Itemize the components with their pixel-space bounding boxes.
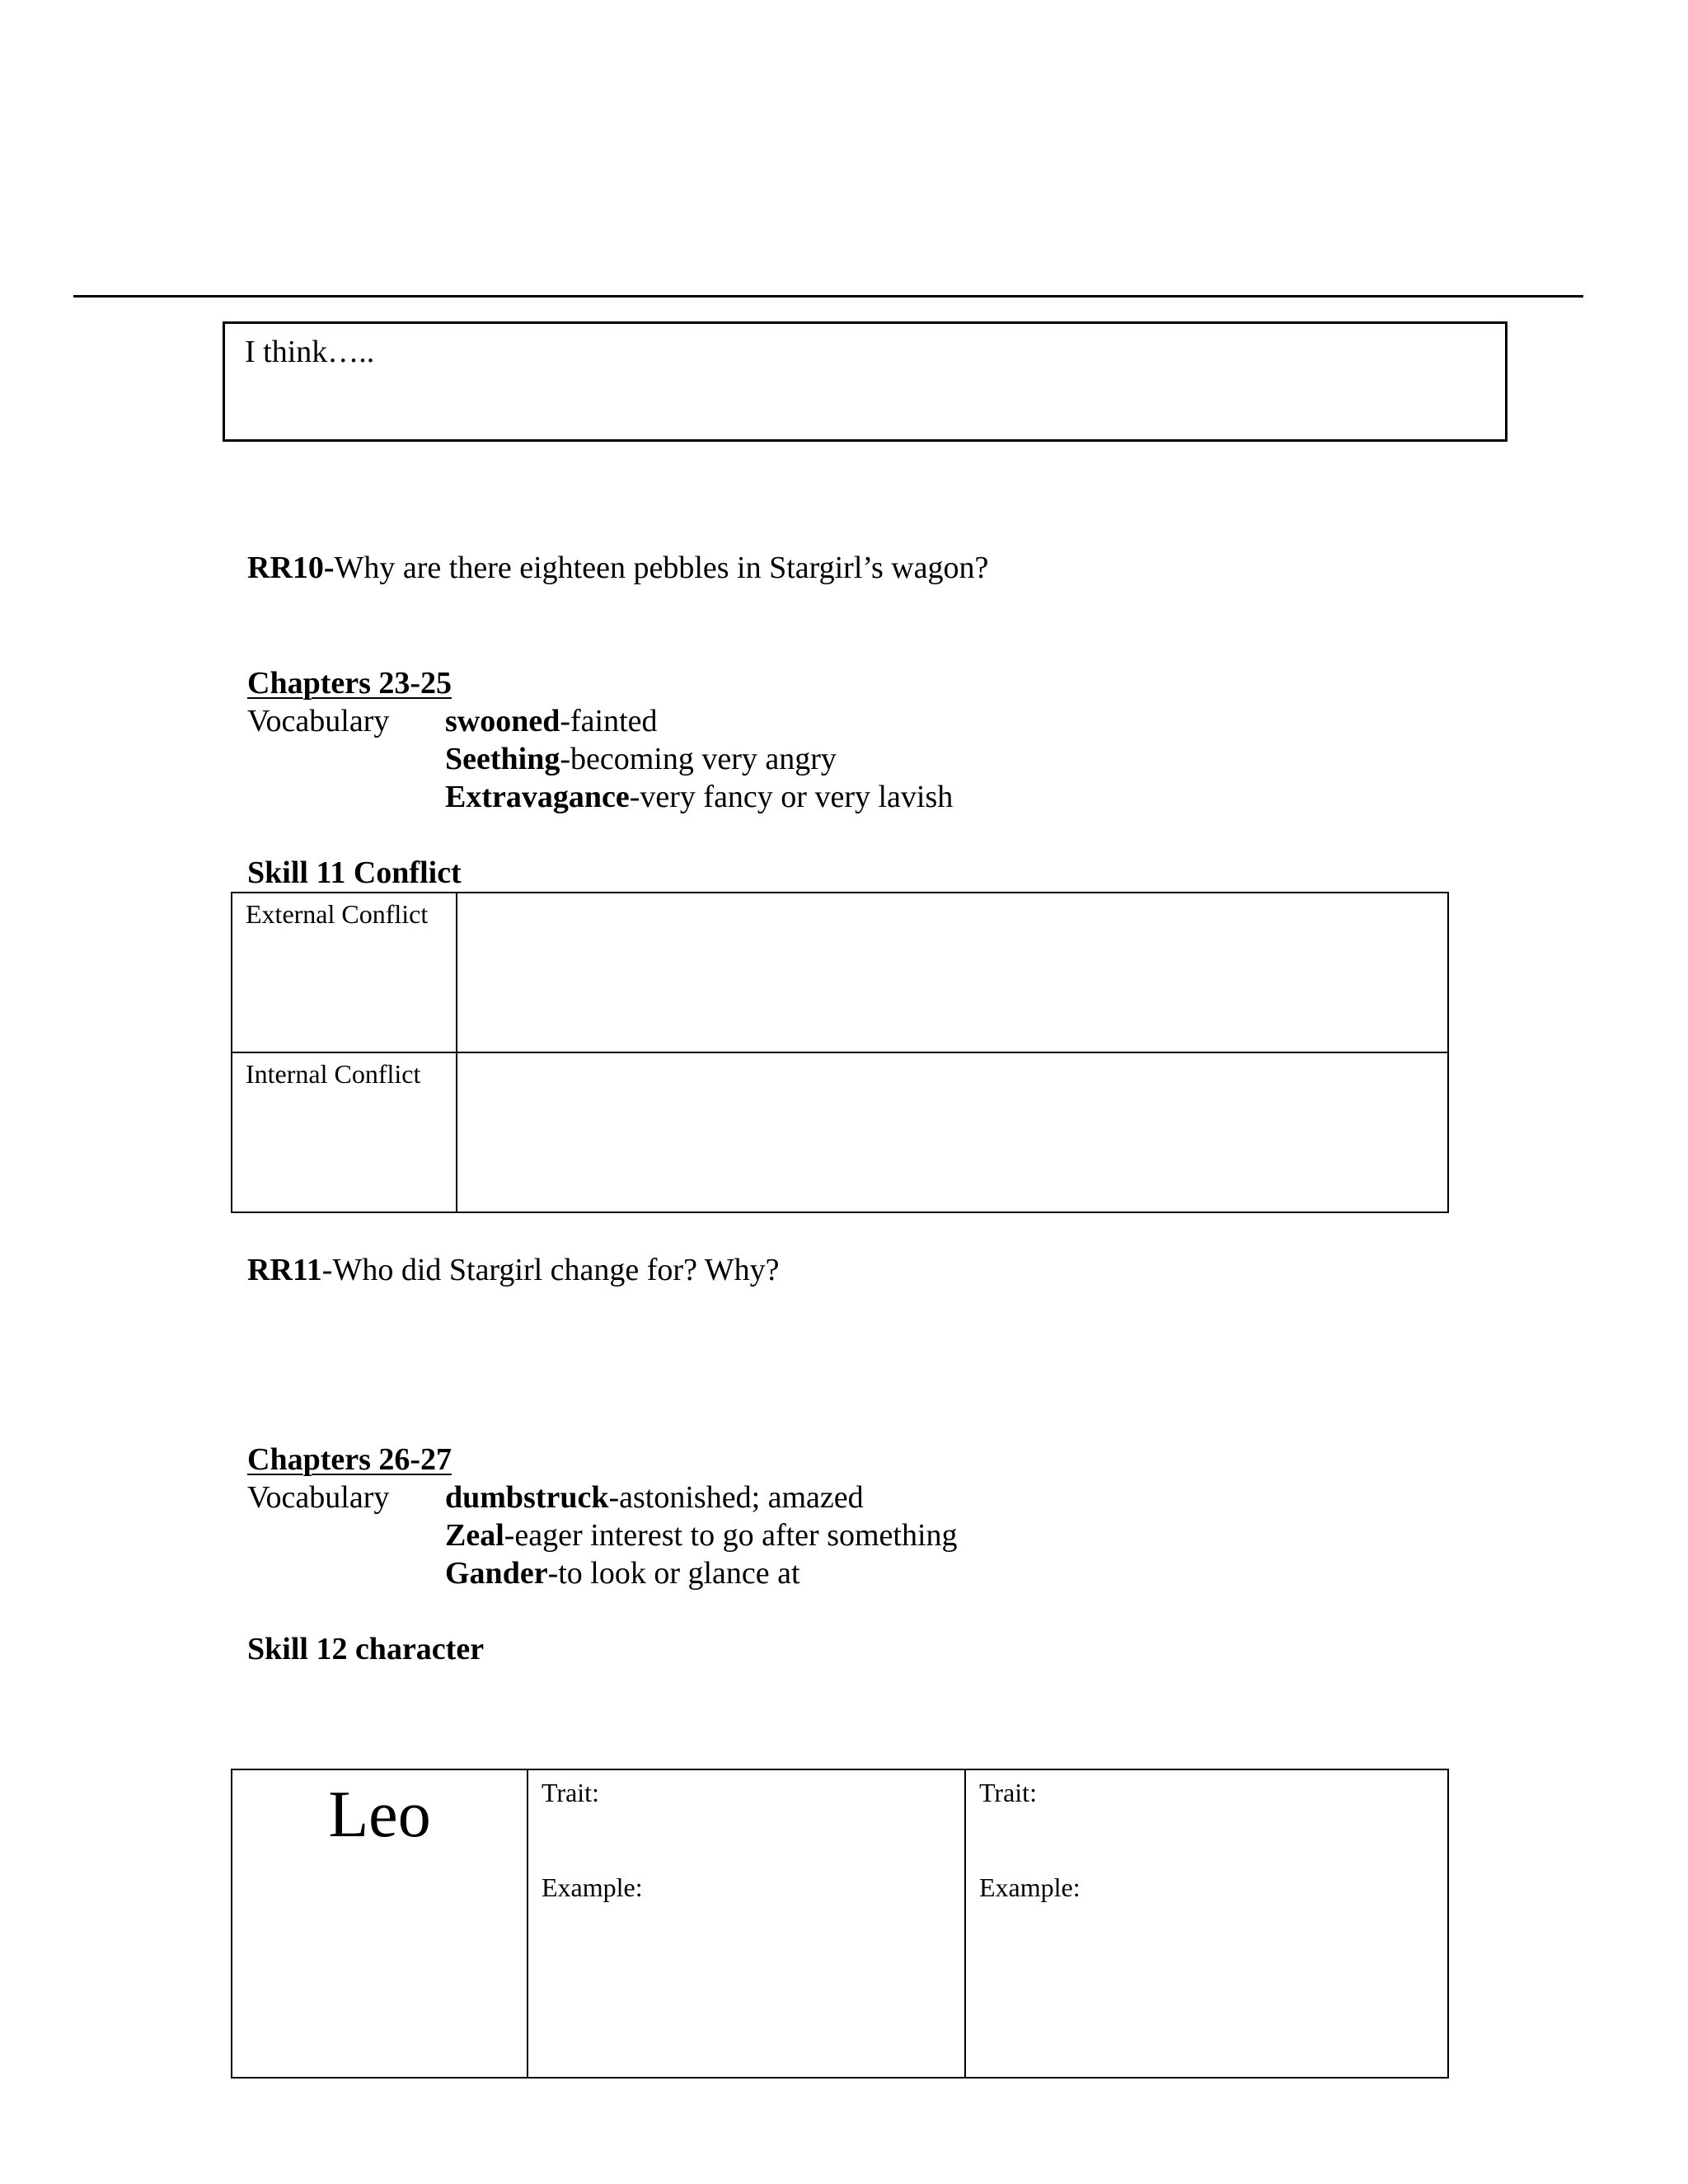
example-label: Example: (542, 1872, 643, 1903)
trait-label: Trait: (979, 1778, 1037, 1807)
vocab-definition: -astonished; amazed (608, 1480, 864, 1515)
skill-12-title: Skill 12 character (247, 1632, 485, 1666)
chapters-23-25-heading: Chapters 23-25 (247, 666, 452, 701)
trait-label: Trait: (542, 1778, 599, 1807)
character-table (231, 1769, 1449, 2079)
vocab-term: swooned (445, 704, 560, 738)
vocab-item (445, 740, 837, 778)
vocab-term: dumbstruck (445, 1480, 609, 1515)
vocabulary-label-2: Vocabulary (247, 1480, 390, 1515)
external-conflict-label-cell (232, 893, 457, 1052)
vocab-term: Extravagance (445, 780, 630, 814)
example-label: Example: (979, 1872, 1081, 1903)
i-think-prompt: I think….. (245, 335, 375, 369)
chapters-26-27-heading: Chapters 26-27 (247, 1442, 452, 1477)
header-rule (73, 295, 1583, 298)
character-name-cell (232, 1769, 528, 2078)
rr11-question (247, 1251, 780, 1289)
i-think-box[interactable] (223, 321, 1507, 442)
rr11-label: RR11 (247, 1253, 322, 1287)
external-conflict-answer-cell[interactable] (457, 893, 1448, 1052)
vocab-term: Gander (445, 1556, 548, 1591)
vocab-item (445, 1554, 800, 1592)
rr10-text: Why are there eighteen pebbles in Stargirl’s wagon? (334, 551, 989, 585)
rr11-text: -Who did Stargirl change for? Why? (321, 1253, 780, 1287)
trait-cell[interactable] (965, 1769, 1448, 2078)
rr10-label: RR10- (247, 551, 335, 585)
internal-conflict-answer-cell[interactable] (457, 1052, 1448, 1212)
conflict-table (231, 892, 1449, 1213)
character-name: Leo (328, 1779, 431, 1851)
rr10-question (247, 549, 988, 587)
table-row (232, 1052, 1448, 1212)
vocab-item (445, 702, 658, 740)
vocab-term: Seething (445, 742, 560, 776)
vocab-definition: -becoming very angry (560, 742, 837, 776)
internal-conflict-label: Internal Conflict (246, 1059, 421, 1089)
skill-11-title: Skill 11 Conflict (247, 855, 462, 890)
vocab-definition: -to look or glance at (547, 1556, 800, 1591)
vocab-item (445, 1479, 864, 1516)
table-row (232, 893, 1448, 1052)
vocab-term: Zeal (445, 1518, 504, 1553)
vocab-definition: -eager interest to go after something (504, 1518, 958, 1553)
vocabulary-label-1: Vocabulary (247, 704, 390, 738)
vocab-definition: -fainted (560, 704, 658, 738)
internal-conflict-label-cell (232, 1052, 457, 1212)
vocab-definition: -very fancy or very lavish (629, 780, 954, 814)
vocab-item (445, 1516, 958, 1554)
trait-cell[interactable] (528, 1769, 965, 2078)
table-row (232, 1769, 1448, 2078)
external-conflict-label: External Conflict (246, 899, 429, 929)
vocab-item (445, 778, 953, 816)
